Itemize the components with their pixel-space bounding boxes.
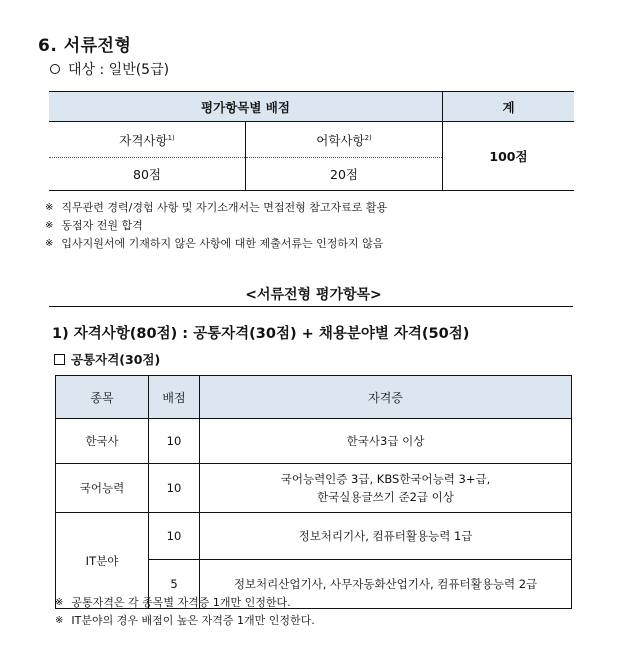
cert-header-category: 종목 <box>56 376 149 419</box>
score-table <box>49 91 574 191</box>
cert-header-cert: 자격증 <box>200 376 572 419</box>
item-points-qualification: 80점 <box>49 158 246 191</box>
divider <box>49 306 573 307</box>
score-table-header: 평가항목별 배점 <box>49 92 443 122</box>
table-row: IT분야 10 정보처리기사, 컴퓨터활용능력 1급 <box>56 513 572 560</box>
note-item: ※ 입사지원서에 기재하지 않은 사항에 대한 제출서류는 인정하지 않음 <box>45 235 387 253</box>
common-qualification-heading: 공통자격(30점) <box>54 350 160 368</box>
note-item: ※ IT분야의 경우 배점이 높은 자격증 1개만 인정한다. <box>55 612 315 630</box>
note-mark: ※ <box>45 202 54 213</box>
note-mark: ※ <box>55 597 64 608</box>
qualification-heading: 1) 자격사항(80점) : 공통자격(30점) + 채용분야별 자격(50점) <box>52 326 470 342</box>
notes-top <box>45 199 387 253</box>
note-mark: ※ <box>45 238 54 249</box>
item-points-language: 20점 <box>246 158 443 191</box>
cert-header-score: 배점 <box>149 376 200 419</box>
table-row: 한국사 10 한국사3급 이상 <box>56 419 572 464</box>
total-header: 계 <box>443 92 575 122</box>
item-label-language: 어학사항$^{2)}$ <box>246 122 443 158</box>
total-value: 100점 <box>443 122 575 191</box>
section-title: 6. 서류전형 <box>38 36 132 56</box>
note-mark: ※ <box>55 615 64 626</box>
table-row: 국어능력 10 국어능력인증 3급, KBS한국어능력 3+급, 한국실용글쓰기 준2급 이상 <box>56 464 572 513</box>
square-bullet-icon <box>54 354 65 365</box>
note-item: ※ 동점자 전원 합격 <box>45 217 387 235</box>
target-line <box>50 59 169 79</box>
eval-heading: <서류전형 평가항목> <box>245 287 382 303</box>
cert-table <box>55 375 572 609</box>
circle-bullet-icon <box>50 64 60 74</box>
note-item: ※ 공통자격은 각 종목별 자격증 1개만 인정한다. <box>55 594 315 612</box>
table-row: 5 정보처리산업기사, 사무자동화산업기사, 컴퓨터활용능력 2급 <box>56 560 572 609</box>
notes-bottom <box>55 594 315 630</box>
note-item: ※ 직무관련 경력/경험 사항 및 자기소개서는 면접전형 참고자료로 활용 <box>45 199 387 217</box>
note-mark: ※ <box>45 220 54 231</box>
target-label: 대상 : 일반(5급) <box>68 62 170 78</box>
item-label-qualification: 자격사항$^{1)}$ <box>49 122 246 158</box>
